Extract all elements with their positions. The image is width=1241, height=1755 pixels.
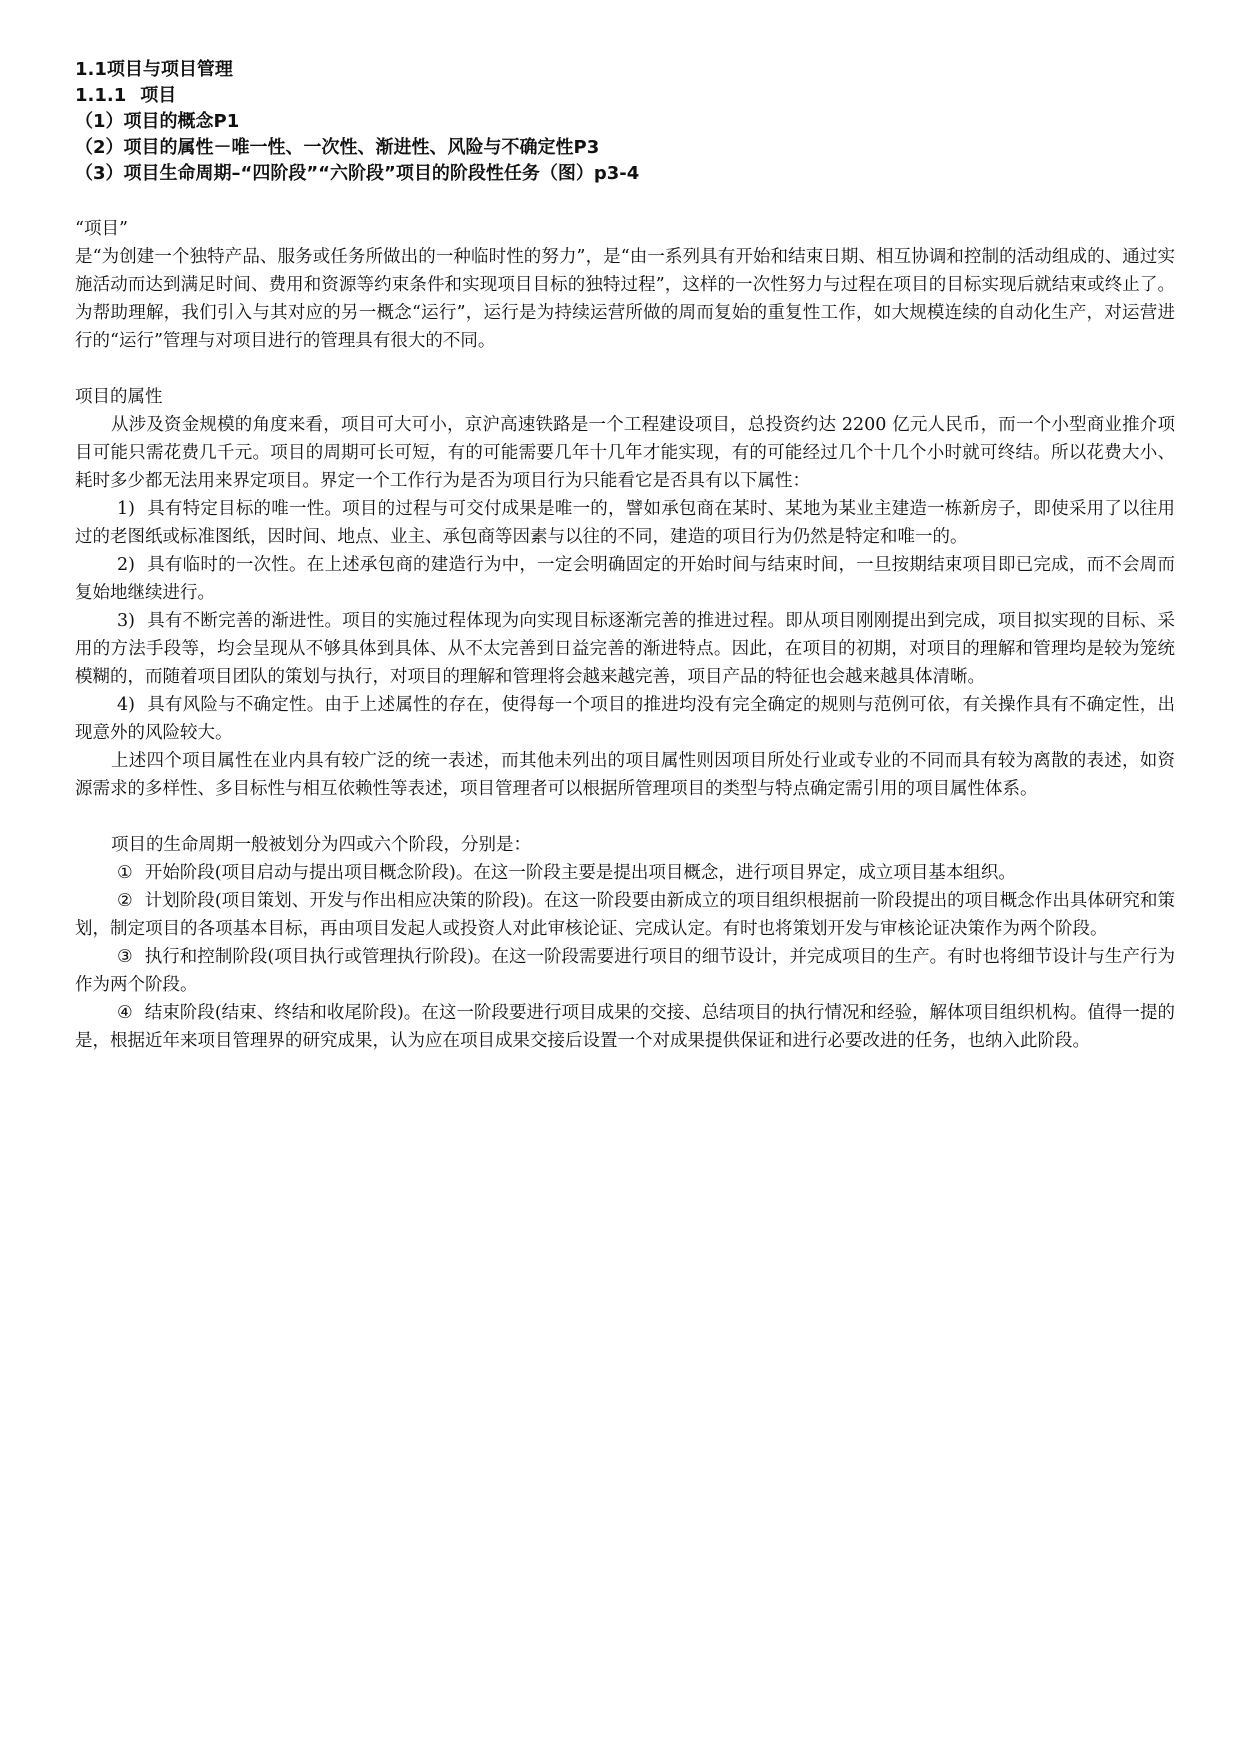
attributes-label: 项目的属性 (75, 387, 163, 407)
phase-item-plan (75, 887, 1175, 943)
list-marker: ④ (117, 1003, 133, 1023)
list-item-text: 开始阶段(项目启动与提出项目概念阶段)。在这一阶段主要是提出项目概念，进行项目界定，成立项目基本组织。 (144, 863, 1016, 883)
list-marker: 3) (117, 611, 135, 631)
list-item-text: 具有临时的一次性。在上述承包商的建造行为中，一定会明确固定的开始时间与结束时间，一旦按期结束项目即已完成，而不会周而复始地继续进行。 (75, 555, 1175, 603)
list-item-text: 计划阶段(项目策划、开发与作出相应决策的阶段)。在这一阶段要由新成立的项目组织根据前一阶段提出的项目概念作出具体研究和策划，制定项目的各项基本目标，再由项目发起人或投资人对此审核论证、完成认定。有时也将策划开发与审核论证决策作为两个阶段。 (75, 891, 1175, 939)
list-marker: 4) (117, 695, 135, 715)
attribute-item-risk (75, 691, 1175, 747)
list-item-text: 具有特定目标的唯一性。项目的过程与可交付成果是唯一的，譬如承包商在某时、某地为某业主建造一栋新房子，即使采用了以往用过的老图纸或标准图纸，因时间、地点、业主、承包商等因素与以往的不同，建造的项目行为仍然是特定和唯一的。 (75, 499, 1175, 547)
attribute-item-progressive (75, 607, 1175, 691)
subsection-title: 项目 (140, 85, 177, 106)
outline-item-concept: （1）项目的概念P1 (75, 111, 240, 132)
definition-paragraph: 是“为创建一个独特产品、服务或任务所做出的一种临时性的努力”，是“由一系列具有开始和结束日期、相互协调和控制的活动组成的、通过实施活动而达到满足时间、费用和资源等约束条件和实现项目目标的独特过程”，这样的一次性努力与过程在项目的目标实现后就结束或终止了。为帮助理解，我们引入与其对应的另一概念“运行”，运行是为持续运营所做的周而复始的重复性工作，如大规模连续的自动化生产，对运营进行的“运行”管理与对项目进行的管理具有很大的不同。 (75, 247, 1175, 351)
attribute-item-uniqueness (75, 495, 1175, 551)
subsection-heading (75, 83, 1175, 109)
list-marker: 2) (117, 555, 135, 575)
list-item-text: 执行和控制阶段(项目执行或管理执行阶段)。在这一阶段需要进行项目的细节设计，并完成项目的生产。有时也将细节设计与生产行为作为两个阶段。 (75, 947, 1175, 995)
document-page (75, 57, 1175, 1055)
attributes-summary-paragraph: 上述四个项目属性在业内具有较广泛的统一表述，而其他未列出的项目属性则因项目所处行业或专业的不同而具有较为离散的表述，如资源需求的多样性、多目标性与相互依赖性等表述，项目管理者可以根据所管理项目的类型与特点确定需引用的项目属性体系。 (75, 751, 1175, 799)
list-marker: 1) (117, 499, 135, 519)
list-item-text: 具有风险与不确定性。由于上述属性的存在，使得每一个项目的推进均没有完全确定的规则与范例可依，有关操作具有不确定性，出现意外的风险较大。 (75, 695, 1175, 743)
outline-item-attributes: （2）项目的属性－唯一性、一次性、渐进性、风险与不确定性P3 (75, 137, 600, 158)
list-marker: ② (117, 891, 133, 911)
list-marker: ③ (117, 947, 133, 967)
outline-item-lifecycle: （3）项目生命周期–“四阶段”“六阶段”项目的阶段性任务（图）p3-4 (75, 163, 640, 184)
phase-item-close (75, 999, 1175, 1055)
section-heading: 1.1项目与项目管理 (75, 59, 233, 80)
attribute-item-temporary (75, 551, 1175, 607)
definition-label: “项目” (75, 219, 128, 239)
phase-item-start (75, 859, 1175, 887)
list-item-text: 结束阶段(结束、终结和收尾阶段)。在这一阶段要进行项目成果的交接、总结项目的执行情况和经验，解体项目组织机构。值得一提的是，根据近年来项目管理界的研究成果，认为应在项目成果交接后设置一个对成果提供保证和进行必要改进的任务，也纳入此阶段。 (75, 1003, 1175, 1051)
attributes-intro-paragraph: 从涉及资金规模的角度来看，项目可大可小，京沪高速铁路是一个工程建设项目，总投资约达 2200 亿元人民币，而一个小型商业推介项目可能只需花费几千元。项目的周期可长可短，有的可能需要几年十几年才能实现，有的可能经过几个十几个小时就可终结。所以花费大小、耗时多少都无法用来界定项目。界定一个工作行为是否为项目行为只能看它是否具有以下属性： (75, 415, 1175, 491)
list-marker: ① (117, 863, 133, 883)
list-item-text: 具有不断完善的渐进性。项目的实施过程体现为向实现目标逐渐完善的推进过程。即从项目刚刚提出到完成，项目拟实现的目标、采用的方法手段等，均会呈现从不够具体到具体、从不太完善到日益完善的渐进特点。因此，在项目的初期，对项目的理解和管理均是较为笼统模糊的，而随着项目团队的策划与执行，对项目的理解和管理将会越来越完善，项目产品的特征也会越来越具体清晰。 (75, 611, 1175, 687)
phase-item-execute (75, 943, 1175, 999)
subsection-number: 1.1.1 (75, 85, 127, 106)
lifecycle-intro-paragraph: 项目的生命周期一般被划分为四或六个阶段，分别是： (111, 835, 531, 855)
